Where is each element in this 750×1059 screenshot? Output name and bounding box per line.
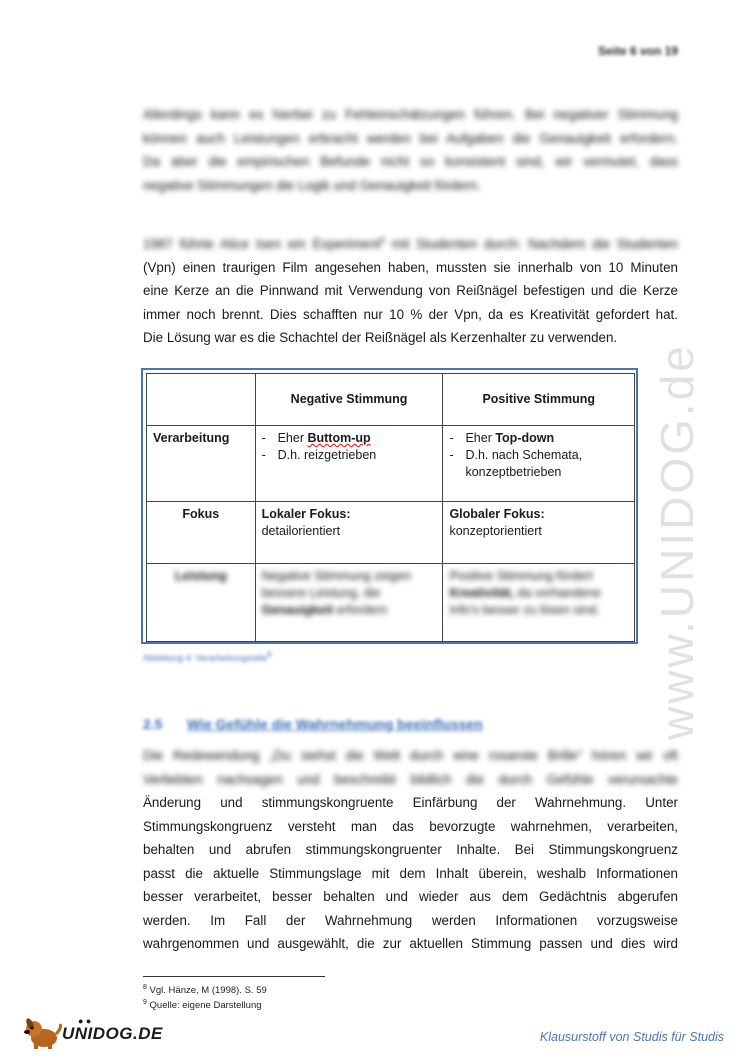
paragraph-line: besser verarbeitet, besser behalten und wieder aus dem Gedächtnis abgerufen — [143, 889, 678, 904]
table-row-leistung — [147, 564, 635, 642]
comparison-table — [146, 373, 635, 642]
footnote-item: $^9$ Quelle: eigene Darstellung — [143, 999, 262, 1012]
list-item-continuation: konzeptbetrieben — [465, 465, 562, 479]
cell-verarbeitung-negative — [255, 426, 443, 502]
paragraph-text: mit Studenten durch: Nachdem die Studenten — [384, 236, 678, 252]
footnote-ref[interactable]: 8 — [380, 236, 385, 245]
paragraph-line: wahrgenommen und ausgewählt, die zur aktuellen Stimmung passen und dies wird — [143, 936, 678, 951]
figure-caption: Abbildung 4: Verarbeitungsstile$^9$ — [143, 650, 272, 663]
cell-leistung-positive: Positive Stimmung fördert Kreativität, da vorhandene Info's besser zu lösen sind. — [443, 564, 635, 642]
row-label-verarbeitung: Verarbeitung — [147, 426, 256, 502]
section-title[interactable]: Wie Gefühle die Wahrnehmung beeinflussen — [187, 716, 483, 732]
list-item: - D.h. nach Schemata, — [449, 448, 583, 462]
paragraph-line: können auch Leistungen erbracht werden bei Aufgaben die Genauigkeit erfordern. — [143, 130, 678, 146]
paragraph-line: Allerdings kann es hierbei zu Fehleinschätzungen führen. Bei negativer Stimmung — [143, 107, 678, 122]
paragraph-2 — [143, 229, 678, 350]
header-positive-stimmung: Positive Stimmung — [443, 374, 635, 426]
paragraph-line: Da aber die empirischen Befunde nicht so konsistent sind, wir vermutet, dass — [143, 154, 678, 169]
paragraph-line: werden. Im Fall der Wahrnehmung werden Informationen vorzugsweise — [143, 912, 678, 928]
paragraph-line: Änderung und stimmungskongruente Einfärbung der Wahrnehmung. Unter — [143, 795, 678, 810]
page-number: Seite 6 von 19 — [597, 44, 678, 58]
footer-tagline: Klausurstoff von Studis für Studis — [539, 1030, 724, 1044]
paragraph-line: passt die aktuelle Stimmungslage mit dem Inhalt überein, weshalb Informationen — [143, 865, 678, 881]
footnote-item: $^8$ Vgl. Hänze, M (1998). S. 59 — [143, 984, 267, 997]
footnote-ref[interactable]: 9 — [267, 650, 272, 659]
table-corner-cell — [147, 374, 256, 426]
list-item: - Eher Buttom-up — [261, 431, 371, 445]
unidog-logo[interactable] — [22, 1016, 163, 1050]
paragraph-1 — [143, 103, 678, 197]
paragraph-text: 1987 führte Alice Isen ein Experiment — [143, 236, 381, 252]
table-row-verarbeitung — [147, 426, 635, 502]
header-negative-stimmung: Negative Stimmung — [255, 374, 443, 426]
paragraph-line: behalten und abrufen stimmungskongruenter Inhalte. Bei Stimmungskongruenz — [143, 842, 678, 857]
watermark: www.UNIDOG.de — [651, 343, 703, 740]
section-number: 2.5 — [143, 716, 163, 732]
row-label-fokus: Fokus — [147, 502, 256, 564]
paragraph-line: eine Kerze an die Pinnwand mit Verwendung von Reißnägel befestigen und die Kerze — [143, 283, 678, 299]
paragraph-line: Die Redewendung „Du siehst die Welt durch eine rosarote Brille“ hören wir oft — [143, 748, 678, 763]
paragraph-line: Die Lösung war es die Schachtel der Reißnägel als Kerzenhalter zu verwenden. — [143, 330, 618, 346]
cell-fokus-positive: Globaler Fokus: konzeptorientiert — [443, 502, 635, 564]
table-header-row — [147, 374, 635, 426]
cell-fokus-negative: Lokaler Fokus: detailorientiert — [255, 502, 443, 564]
paragraph-line: immer noch brennt. Dies schafften nur 10 % der Vpn, da es Kreativität gefordert hat. — [143, 306, 678, 322]
dog-mascot-icon — [22, 1016, 62, 1050]
paragraph-line: Verliebten nachsagen und beschreibt bildlich die durch Gefühle verursachte — [143, 771, 678, 787]
logo-text: UNIDOG.DE — [62, 1024, 163, 1043]
section-heading — [143, 716, 483, 732]
paragraph-line: Stimmungskongruenz versteht man das bevorzugte wahrnehmen, verarbeiten, — [143, 818, 678, 834]
cell-leistung-negative: Negative Stimmung zeigen bessere Leistung, die Genauigkeit erfordern — [255, 564, 443, 642]
paragraph-line: (Vpn) einen traurigen Film angesehen haben, mussten sie innerhalb von 10 Minuten — [143, 259, 678, 275]
cell-verarbeitung-positive — [443, 426, 635, 502]
paw-icon: ● ● — [78, 1016, 92, 1026]
list-item: - D.h. reizgetrieben — [261, 448, 377, 462]
table-row-fokus — [147, 502, 635, 564]
footnote-divider — [143, 976, 325, 977]
paragraph-3 — [143, 744, 678, 956]
comparison-table-figure — [141, 368, 638, 644]
paragraph-line — [143, 229, 678, 256]
footnotes — [143, 982, 267, 1012]
list-item: - Eher Top-down — [449, 431, 555, 445]
paragraph-line: negative Stimmungen die Logik und Genauigkeit fördern. — [143, 177, 481, 193]
row-label-leistung: Leistung — [147, 564, 256, 642]
